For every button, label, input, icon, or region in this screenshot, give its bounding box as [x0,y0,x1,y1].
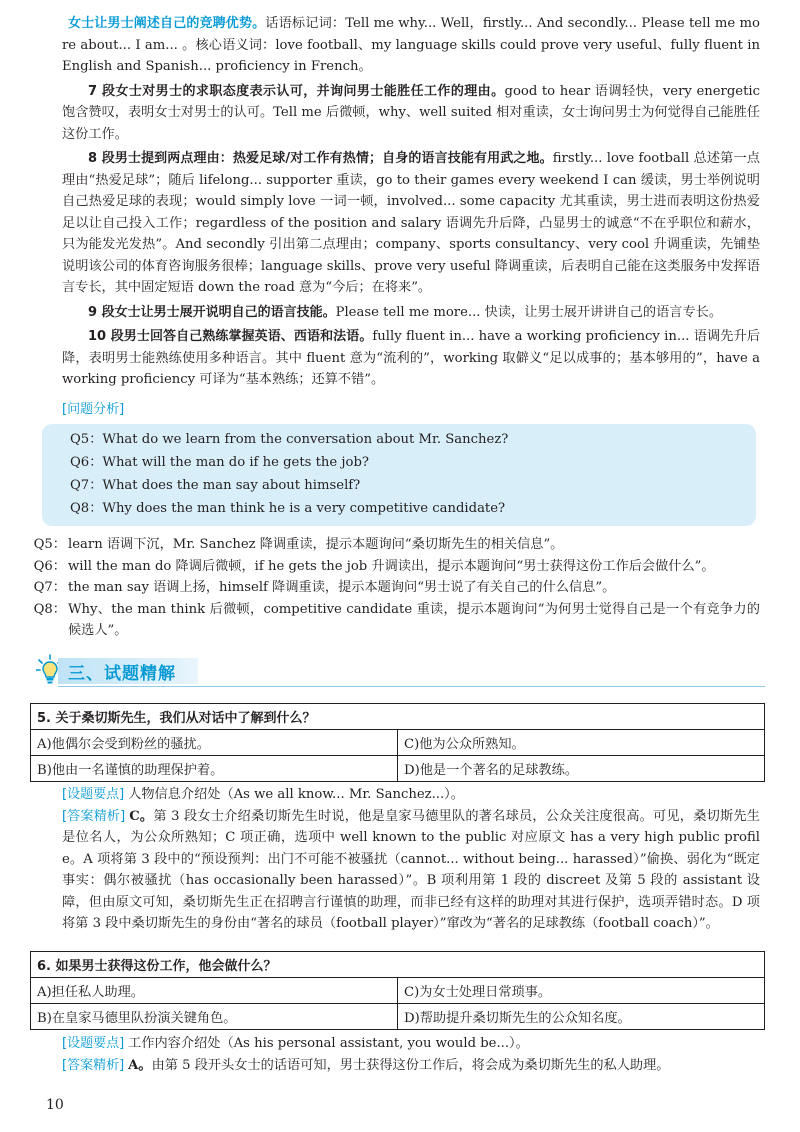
q5-option-c: C)他为公众所熟知。 [398,730,765,756]
q5-option-d: D)他是一个著名的足球教练。 [398,756,765,782]
question-6-stem: 6. 如果男士获得这份工作，他会做什么？ [31,952,765,978]
analysis-tag: [问题分析] [62,402,125,417]
question-8: Q8：Why does the man think he is a very competitive candidate? [70,501,506,516]
q5-option-b: B)他由一名谨慎的助理保护着。 [31,756,398,782]
q6-option-a: A)担任私人助理。 [31,978,398,1004]
question-6: Q6：What will the man do if he gets the job? [70,455,369,470]
q6-answer: [答案精析] A。由第 5 段开头女士的话语可知，男士获得这份工作后，将会成为桑切斯先生的私人助理。 [62,1057,670,1073]
note-q6: Q6： will the man do 降调后微顿，if he gets the job 升调读出，提示本题询问“男士获得这份工作后会做什么”。 [33,558,715,574]
q5-option-a: A)他偶尔会受到粉丝的骚扰。 [31,730,398,756]
q6-analysis [0,1033,800,1076]
paragraph-8: 8 段男士提到两点理由：热爱足球/对工作有热情；自身的语言技能有用武之地。firstly... love football 总述第一点理由“热爱足球”；随后 lifelong... supporter 重读，go to their games every weekend I can 缓读，男士举例说明自己热爱足球的表现；would simply love 一词一顿，involved... some capacity 尤其重读，男士进而表明这份热爱足以让自己投入工作；regardless of the position and salary 语调先升后降，凸显男士的诚意“不在乎职位和薪水，只为能发光发热”。And secondly 引出第二点理由；company、sports consultancy、very cool 升调重读，先铺垫说明该公司的体育咨询服务很棒；language skills、prove very useful 降调重读，后表明自己能在这类服务中发挥语言专长，其中固定短语 down the road 意为“今后；在将来”。 [62,151,760,295]
q6-option-c: C)为女士处理日常琐事。 [398,978,765,1004]
paragraph-10: 10 段男士回答自己熟练掌握英语、西语和法语。fully fluent in... have a working proficiency in... 语调先升后降，表明男士能熟练使用多种语言。其中 fluent 意为“流利的”，working 取僻义“足以成事的；基本够用的”，have a working proficiency 可译为“基本熟练；还算不错”。 [62,329,761,387]
q5-answer: [答案精析] C。第 3 段女士介绍桑切斯先生时说，他是皇家马德里队的著名球员，公众关注度很高。可见，桑切斯先生是位名人，为公众所熟知；C 项正确，选项中 well known to the public 对应原文 has a very high public profile。A 项将第 3 段中的“预设预判：出门不可能不被骚扰（cannot... without being... harassed）”偷换、弱化为“既定事实：偶尔被骚扰（has occasionally been harassed）”。B 项利用第 1 段的 discreet 及第 5 段的 assistant 设障，但由原文可知，桑切斯先生正在招聘言行谨慎的助理，而非已经有这样的助理对其进行保护，选项弄错时态。D 项将第 3 段中桑切斯先生的身份由“著名的球员（football player）”窜改为“著名的足球教练（football coach）”。 [62,808,760,931]
section-divider [58,686,765,687]
q5-key-point: [设题要点] 人物信息介绍处（As we all know... Mr. Sanchez...）。 [62,787,464,802]
paragraph-7: 7 段女士对男士的求职态度表示认可，并询问男士能胜任工作的理由。good to hear 语调轻快，very energetic 饱含赞叹，表明女士对男士的认可。Tell me 后微顿，why、well suited 相对重读，女士询问男士为何觉得自己能胜任这份工作。 [62,83,761,142]
section-header [30,656,765,688]
note-q7: Q7： the man say 语调上扬，himself 降调重读，提示本题询问“男士说了有关自己的什么信息”。 [33,580,616,595]
q5-analysis [0,784,800,935]
q6-key-point: [设题要点] 工作内容介绍处（As his personal assistant, you would be...）。 [62,1036,529,1051]
section-title: 三、试题精解 [68,664,176,684]
note-q5: Q5： learn 语调下沉，Mr. Sanchez 降调重读，提示本题询问“桑切斯先生的相关信息”。 [33,537,564,552]
q6-option-d: D)帮助提升桑切斯先生的公众知名度。 [398,1004,765,1030]
question-6-table [30,951,765,1030]
q6-option-b: B)在皇家马德里队扮演关键角色。 [31,1004,398,1030]
paragraph-9: 9 段女士让男士展开说明自己的语言技能。Please tell me more... 快读，让男士展开讲讲自己的语言专长。 [88,304,723,320]
question-5-stem: 5. 关于桑切斯先生，我们从对话中了解到什么？ [31,704,765,730]
passage-analysis [0,13,800,391]
question-7: Q7：What does the man say about himself? [70,478,361,493]
note-q8: Q8： Why、the man think 后微顿，competitive candidate 重读，提示本题询问“为何男士觉得自己是一个有竞争力的候选人”。 [33,601,760,638]
question-notes [30,534,800,642]
paragraph-6: 女士让男士阐述自己的竞聘优势。话语标记词：Tell me why... Well，firstly... And secondly... Please tell me more about... I am... 。核心语义词：love football、my language skills could prove very useful、fully fluent in English and Spanish... proficiency in French。 [62,16,760,74]
page-number: 10 [46,1097,64,1113]
question-5: Q5：What do we learn from the conversation about Mr. Sanchez? [70,432,509,447]
questions-box [42,424,756,526]
question-5-table [30,703,765,782]
